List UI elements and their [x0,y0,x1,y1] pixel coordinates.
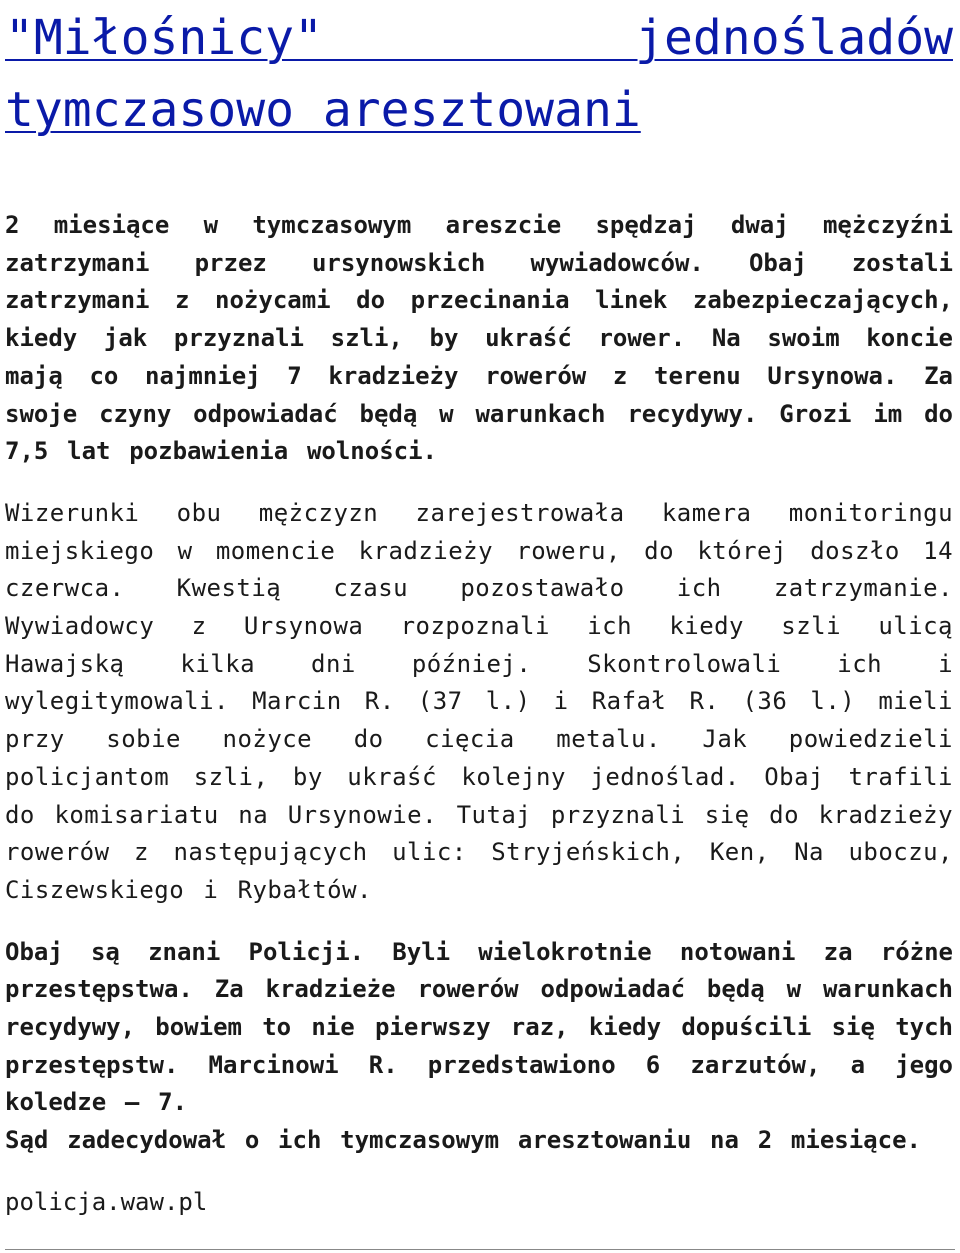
article-title [5,0,953,146]
footer-divider [5,1249,955,1250]
article-title-link[interactable]: "Miłośnicy" jednośladów tymczasowo aresztowani [5,10,953,138]
article-lead: 2 miesiące w tymczasowym areszcie spędzaj dwaj mężczyźni zatrzymani przez ursynowskich wywiadowców. Obaj zostali zatrzymani z nożycami do przecinania linek zabezpieczających, kiedy jak przyznali szli, by ukraść rower. Na swoim koncie mają co najmniej 7 kradzieży rowerów z terenu Ursynowa. Za swoje czyny odpowiadać będą w warunkach recydywy. Grozi im do 7,5 lat pozbawienia wolności. [5,211,953,466]
article-closing: Obaj są znani Policji. Byli wielokrotnie notowani za różne przestępstwa. Za kradzieże rowerów odpowiadać będą w warunkach recydywy, bowiem to nie pierwszy raz, kiedy dopuścili się tych przestępstw. Marcinowi R. przedstawiono 6 zarzutów, a jego koledze – 7. [5,937,953,1117]
article-body: Wizerunki obu mężczyzn zarejestrowała kamera monitoringu miejskiego w momencie kradzieży roweru, do której doszło 14 czerwca. Kwestią czasu pozostawało ich zatrzymanie. Wywiadowcy z Ursynowa rozpoznali ich kiedy szli ulicą Hawajską kilka dni później. Skontrolowali ich i wylegitymowali. Marcin R. (37 l.) i Rafał R. (36 l.) mieli przy sobie nożyce do cięcia metalu. Jak powiedzieli policjantom szli, by ukraść kolejny jednoślad. Obaj trafili do komisariatu na Ursynowie. Tutaj przyznali się do kradzieży rowerów z następujących ulic: Stryjeńskich, Ken, Na uboczu, Ciszewskiego i Rybałtów. [5,498,953,904]
article-verdict: Sąd zadecydował o ich tymczasowym aresztowaniu na 2 miesiące. [5,1126,921,1155]
article [5,0,953,1222]
article-source: policja.waw.pl [5,1187,208,1216]
